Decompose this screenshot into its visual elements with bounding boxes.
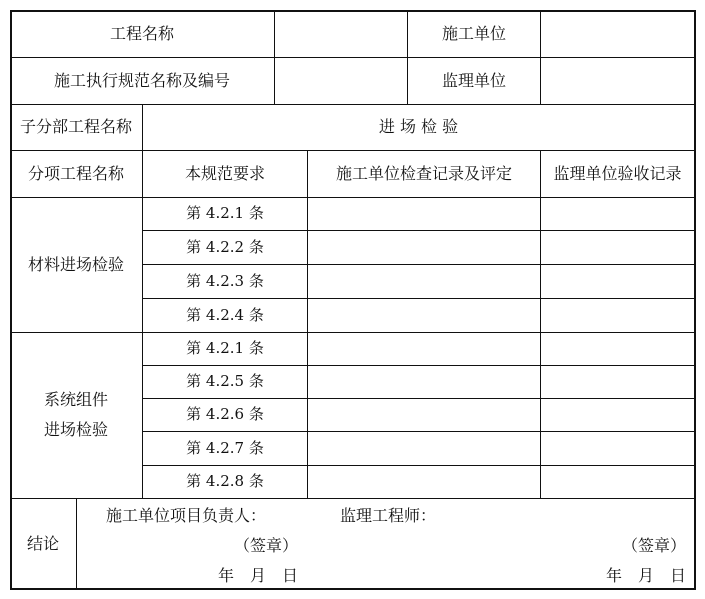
spec-clause: 第 4.2.7 条	[186, 438, 264, 457]
col-line	[76, 498, 77, 590]
col-header-construction-check: 施工单位检查记录及评定	[335, 163, 512, 183]
col-line	[307, 150, 308, 498]
row-line	[10, 498, 696, 499]
spec-field[interactable]	[275, 57, 407, 104]
construction-unit-field[interactable]	[541, 10, 694, 57]
col-header-spec-req: 本规范要求	[184, 163, 265, 183]
supervision-seal-label: （签章）	[621, 536, 686, 555]
spec-clause: 第 4.2.3 条	[186, 271, 264, 290]
spec-clause: 第 4.2.5 条	[186, 372, 264, 390]
group-name-line: 进场检验	[43, 420, 108, 439]
spec-clause: 第 4.2.1 条	[186, 339, 264, 357]
spec-clause: 第 4.2.1 条	[186, 204, 264, 222]
spec-clause: 第 4.2.6 条	[186, 405, 264, 423]
construction-signer-label: 施工单位项目负责人：	[106, 506, 267, 525]
group-name-components	[10, 332, 142, 498]
construction-date-label: 年 月 日	[217, 566, 298, 585]
group-name-materials: 材料进场检验	[27, 254, 124, 274]
spec-clause: 第 4.2.2 条	[186, 237, 264, 256]
supervision-unit-field[interactable]	[541, 57, 694, 104]
group-name-line: 系统组件	[43, 390, 108, 409]
spec-clause: 第 4.2.4 条	[186, 305, 264, 324]
border-bottom	[10, 588, 696, 590]
spec-clause: 第 4.2.8 条	[186, 472, 264, 490]
subsection-value: 进 场 检 验	[378, 117, 459, 136]
construction-seal-label: （签章）	[233, 536, 298, 555]
acceptance-form	[10, 10, 696, 590]
project-name-label: 工程名称	[109, 23, 174, 43]
construction-unit-label: 施工单位	[441, 23, 506, 43]
conclusion-label: 结论	[26, 534, 59, 553]
supervision-signer-label: 监理工程师：	[340, 506, 437, 525]
col-header-supervision-check: 监理单位验收记录	[553, 163, 682, 183]
supervision-unit-label: 监理单位	[441, 70, 506, 90]
spec-label: 施工执行规范名称及编号	[53, 70, 230, 90]
col-header-item-name: 分项工程名称	[27, 163, 124, 183]
supervision-date-label: 年 月 日	[605, 566, 686, 585]
project-name-field[interactable]	[275, 10, 407, 57]
border-right	[694, 10, 696, 590]
subsection-label: 子分部工程名称	[19, 117, 132, 136]
col-line	[540, 150, 541, 498]
